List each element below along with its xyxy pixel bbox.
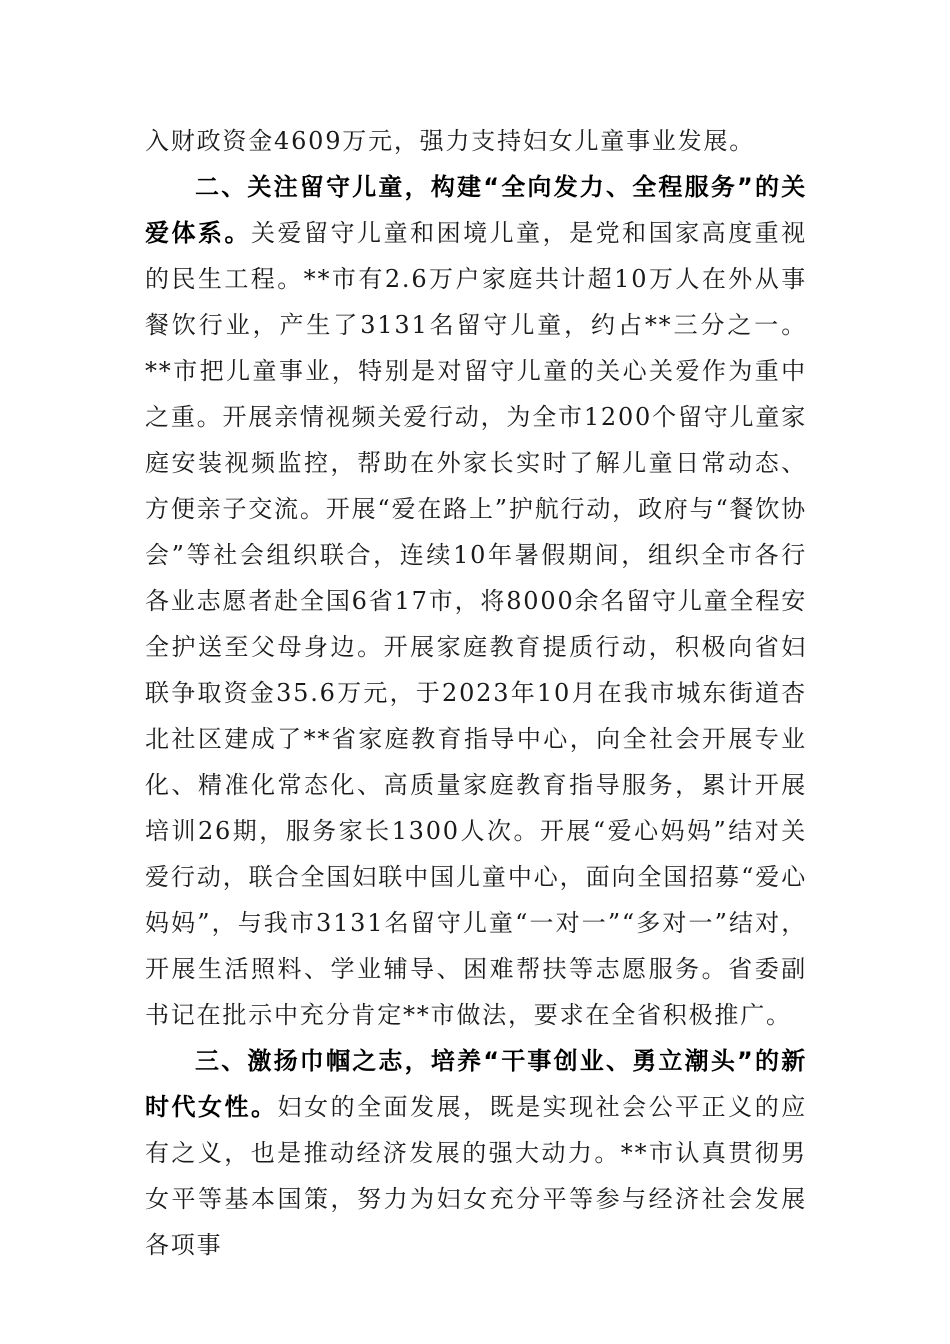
section-2-heading: 二、关注留守儿童，构建“全向发力、全程服务”的关爱体系。 [145, 173, 807, 247]
paragraph-text: 入财政资金4609万元，强力支持妇女儿童事业发展。 [145, 127, 756, 155]
document-body [145, 118, 807, 1268]
paragraph-section-3 [145, 1038, 807, 1268]
section-3-heading: 三、激扬巾帼之志，培养“干事创业、勇立潮头”的新时代女性。 [145, 1047, 807, 1121]
section-2-text: 关爱留守儿童和困境儿童，是党和国家高度重视的民生工程。**市有2.6万户家庭共计超10万人在外从事餐饮行业，产生了3131名留守儿童，约占**三分之一。**市把儿童事业，特别是对留守儿童的关心关爱作为重中之重。开展亲情视频关爱行动，为全市1200个留守儿童家庭安装视频监控，帮助在外家长实时了解儿童日常动态、方便亲子交流。开展“爱在路上”护航行动，政府与“餐饮协会”等社会组织联合，连续10年暑假期间，组织全市各行各业志愿者赴全国6省17市，将8000余名留守儿童全程安全护送至父母身边。开展家庭教育提质行动，积极向省妇联争取资金35.6万元，于2023年10月在我市城东街道杏北社区建成了**省家庭教育指导中心，向全社会开展专业化、精准化常态化、高质量家庭教育指导服务，累计开展培训26期，服务家长1300人次。开展“爱心妈妈”结对关爱行动，联合全国妇联中国儿童中心，面向全国招募“爱心妈妈”，与我市3131名留守儿童“一对一”“多对一”结对，开展生活照料、学业辅导、困难帮扶等志愿服务。省委副书记在批示中充分肯定**市做法，要求在全省积极推广。 [145, 219, 807, 1029]
section-3-text: 妇女的全面发展，既是实现社会公平正义的应有之义，也是推动经济发展的强大动力。**市认真贯彻男女平等基本国策，努力为妇女充分平等参与经济社会发展各项事 [145, 1093, 808, 1259]
paragraph-continuation [145, 118, 807, 164]
paragraph-section-2 [145, 164, 807, 1038]
